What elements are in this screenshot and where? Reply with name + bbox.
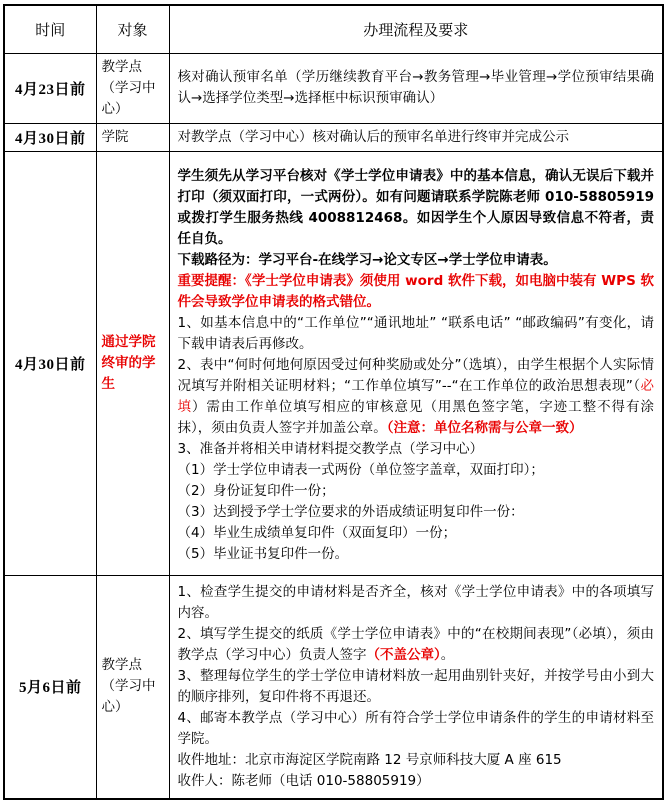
- text-run: 教学点（学习中心）: [101, 58, 156, 117]
- cell-target: [96, 151, 169, 575]
- paragraph: [178, 127, 655, 148]
- paragraph: [178, 750, 655, 771]
- table-row-final-review: [4, 123, 663, 151]
- table-row-preaudit-confirm: [4, 53, 663, 123]
- paragraph: [178, 271, 655, 313]
- column-header-procedure: 办理流程及要求: [169, 5, 663, 53]
- table-row-material-collection: [4, 575, 663, 799]
- text-run: （不盖公章）: [366, 646, 441, 663]
- text-run: 核对确认预审名单（学历继续教育平台→教务管理→毕业管理→学位预审结果确认→选择学位类型→选择框中标识预审确认）: [177, 69, 654, 106]
- text-run: 重要提醒：《学士学位申请表》须使用 word 软件下载，如电脑中装有 WPS 软件会导致学位申请表的格式错位。: [177, 272, 654, 310]
- paragraph: [178, 771, 655, 792]
- text-run: （5）毕业证书复印件一份。: [177, 545, 349, 562]
- column-header-target: 对象: [96, 5, 169, 53]
- text-run: ）需由工作单位填写相应的审核意见（用黑色签字笔，字迹工整不得有涂抹），须由负责人签字并加盖公章。: [177, 398, 654, 436]
- cell-time: 4月30日前: [4, 151, 96, 575]
- paragraph: [178, 502, 655, 523]
- cell-time: 5月6日前: [4, 575, 96, 799]
- paragraph: [178, 355, 655, 439]
- paragraph: [178, 166, 655, 250]
- cell-target: [96, 575, 169, 799]
- paragraph: [178, 708, 655, 750]
- text-run: 收件地址：北京市海淀区学院南路 12 号京师科技大厦 A 座 615: [177, 751, 562, 768]
- paragraph: [102, 655, 164, 718]
- table-row-student-application: [4, 151, 663, 575]
- text-run: 收件人：陈老师（电话 010-58805919）: [177, 772, 430, 789]
- text-run: 教学点（学习中心）: [101, 657, 156, 715]
- paragraph: [178, 481, 655, 502]
- paragraph: [178, 624, 655, 666]
- paragraph: [178, 544, 655, 565]
- text-run: 对教学点（学习中心）核对确认后的预审名单进行终审并完成公示: [177, 128, 569, 145]
- paragraph: [178, 250, 655, 271]
- cell-procedure: [169, 123, 663, 151]
- paragraph: [178, 666, 655, 708]
- text-run: （4）毕业生成绩单复印件（双面复印）一份；: [177, 524, 457, 541]
- text-run: （1）学士学位申请表一式两份（单位签字盖章，双面打印）；: [177, 461, 544, 478]
- paragraph: [178, 523, 655, 544]
- cell-procedure: [169, 53, 663, 123]
- text-run: 3、整理每位学生的学士学位申请材料放一起用曲别针夹好，并按学号由小到大的顺序排列，复印件将不再退还。: [177, 667, 654, 705]
- text-run: 学院: [101, 128, 129, 145]
- text-run: 3、准备并将相关申请材料提交教学点（学习中心）: [177, 440, 484, 457]
- text-run: 下载路径为：学习平台-在线学习→论文专区→学士学位申请表。: [177, 251, 557, 268]
- text-run: 学生须先从学习平台核对《学士学位申请表》中的基本信息，确认无误后下载并打印（须双面打印，一式两份）。如有问题请联系学院陈老师 010-58805919 或拨打学生服务热线 4008812468。如因学生个人原因导致信息不符者，责任自负。: [177, 167, 654, 247]
- cell-procedure: [169, 151, 663, 575]
- text-run: 必填: [177, 377, 654, 415]
- cell-procedure: [169, 575, 663, 799]
- column-header-time: 时间: [4, 5, 96, 53]
- text-run: 2、表中“何时何地何原因受过何种奖励或处分”（选填），由学生根据个人实际情况填写并附相关证明材料；“工作单位填写”--“在工作单位的政治思想表现”（: [177, 356, 654, 394]
- text-run: 通过学院终审的学生: [101, 333, 156, 392]
- text-run: （3）达到授予学士学位要求的外语成绩证明复印件一份：: [177, 503, 524, 520]
- text-run: 1、如基本信息中的“工作单位”“通讯地址” “联系电话” “邮政编码”有变化，请下载申请表后再修改。: [177, 314, 654, 352]
- cell-time: 4月30日前: [4, 123, 96, 151]
- text-run: （注意：单位名称需与公章一致）: [386, 419, 583, 436]
- cell-target: [96, 53, 169, 123]
- paragraph: [178, 582, 655, 624]
- degree-application-procedure-table: [3, 4, 664, 800]
- paragraph: [178, 460, 655, 481]
- paragraph: [102, 127, 164, 148]
- cell-time: 4月23日前: [4, 53, 96, 123]
- paragraph: [102, 332, 164, 395]
- paragraph: [102, 57, 164, 120]
- text-run: 2、填写学生提交的纸质《学士学位申请表》中的“在校期间表现”（必填），须由教学点（学习中心）负责人签字: [177, 625, 654, 663]
- cell-target: [96, 123, 169, 151]
- text-run: 4、邮寄本教学点（学习中心）所有符合学士学位申请条件的学生的申请材料至学院。: [177, 709, 654, 747]
- paragraph: [178, 439, 655, 460]
- text-run: （2）身份证复印件一份；: [177, 482, 335, 499]
- paragraph: [178, 313, 655, 355]
- paragraph: [178, 67, 655, 109]
- header-row: [4, 5, 663, 53]
- text-run: 。: [440, 646, 455, 663]
- text-run: 1、检查学生提交的申请材料是否齐全，核对《学士学位申请表》中的各项填写内容。: [177, 583, 654, 621]
